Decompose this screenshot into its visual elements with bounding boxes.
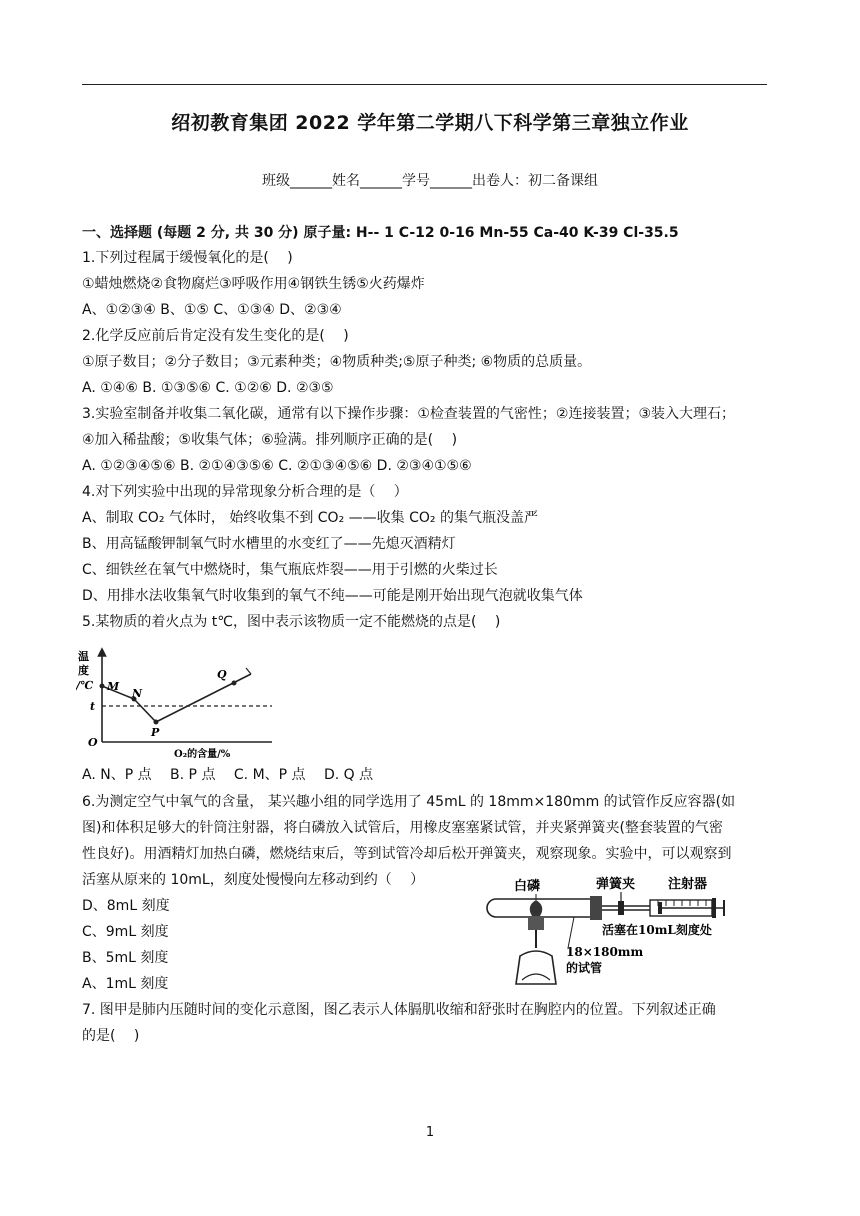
- q5-options: A. N、P 点 B. P 点 C. M、P 点 D. Q 点: [82, 767, 374, 783]
- q7-line2: 的是( ): [82, 1028, 140, 1044]
- point-m: [100, 684, 105, 689]
- q3-options: A. ①②③④⑤⑥ B. ②①④③⑤⑥ C. ②①③④⑤⑥ D. ②③④①⑤⑥: [82, 458, 472, 474]
- point-p: [154, 720, 159, 725]
- label-spring-clamp: 弹簧夹: [596, 877, 636, 892]
- lamp-liquid: [522, 974, 550, 980]
- label-piston: 活塞在10mL刻度处: [602, 923, 712, 937]
- page-title: 绍初教育集团 2022 学年第二学期八下科学第三章独立作业: [171, 112, 689, 134]
- label-n: N: [132, 687, 143, 700]
- curve-end-tick: [246, 668, 251, 674]
- q7-line1: 7. 图甲是肺内压随时间的变化示意图，图乙表示人体膈肌收缩和舒张时在胸腔内的位置。下列叙述正确: [82, 1002, 716, 1018]
- curve: [102, 674, 251, 722]
- student-info-line: 班级______姓名______学号______出卷人：初二备课组: [262, 173, 598, 189]
- q1-stem: 1.下列过程属于缓慢氧化的是( ): [82, 250, 293, 266]
- label-tube: 的试管: [566, 961, 603, 975]
- q5-figure: [76, 644, 276, 762]
- point-q: [232, 681, 237, 686]
- syringe-scale: [658, 900, 706, 906]
- y-unit: /℃: [76, 679, 94, 692]
- page-number: 1: [425, 1125, 435, 1140]
- q6-option-b: B、5mL 刻度: [82, 950, 169, 966]
- syringe-piston: [658, 902, 662, 914]
- y-label-2: 度: [78, 664, 89, 677]
- q6-option-d: D、8mL 刻度: [82, 898, 170, 914]
- tube-holder: [528, 916, 544, 930]
- leader-tube: [568, 917, 574, 948]
- white-phosphorus-flame: [530, 900, 543, 916]
- q2-options: A. ①④⑥ B. ①③⑤⑥ C. ①②⑥ D. ②③⑤: [82, 380, 334, 396]
- q6-option-c: C、9mL 刻度: [82, 924, 169, 940]
- plunger-end: [712, 898, 716, 918]
- origin-label: O: [88, 736, 98, 749]
- q2-items: ①原子数目；②分子数目；③元素种类；④物质种类;⑤原子种类; ⑥物质的总质量。: [82, 354, 592, 370]
- label-white-phosphorus: 白磷: [514, 879, 541, 894]
- q6-line2: 图)和体积足够大的针筒注射器，将白磷放入试管后，用橡皮塞塞紧试管，并夹紧弹簧夹(整套装置的气密: [82, 820, 723, 836]
- y-label-1: 温: [78, 650, 89, 663]
- label-syringe: 注射器: [668, 877, 708, 892]
- label-q: Q: [217, 668, 227, 681]
- q1-items: ①蜡烛燃烧②食物腐烂③呼吸作用④钢铁生锈⑤火药爆炸: [82, 276, 425, 292]
- header-rule: [82, 84, 767, 85]
- label-t: t: [90, 700, 96, 713]
- q6-apparatus-figure: [478, 876, 798, 988]
- q4-option-b: B、用高锰酸钾制氧气时水槽里的水变红了——先熄灭酒精灯: [82, 536, 456, 552]
- q4-option-c: C、细铁丝在氧气中燃烧时，集气瓶底炸裂——用于引燃的火柴过长: [82, 562, 498, 578]
- label-tube-size: 18×180mm: [566, 945, 644, 959]
- label-p: P: [151, 726, 160, 739]
- alcohol-lamp: [516, 951, 556, 984]
- q2-stem: 2.化学反应前后肯定没有发生变化的是( ): [82, 328, 349, 344]
- q6-line4: 活塞从原来的 10mL，刻度处慢慢向左移动到约（ ）: [82, 872, 425, 888]
- q6-line3: 性良好)。用酒精灯加热白磷，燃烧结束后，等到试管冷却后松开弹簧夹，观察现象。实验中，可以观察到: [82, 846, 732, 862]
- q3-stem-line2: ④加入稀盐酸；⑤收集气体；⑥验满。排列顺序正确的是( ): [82, 432, 458, 448]
- q4-option-d: D、用排水法收集氧气时收集到的氧气不纯——可能是刚开始出现气泡就收集气体: [82, 588, 583, 604]
- section-heading: 一、选择题 (每题 2 分, 共 30 分) 原子量: H-- 1 C-12 0-16 Mn-55 Ca-40 K-39 Cl-35.5: [82, 225, 679, 241]
- q5-stem: 5.某物质的着火点为 t℃，图中表示该物质一定不能燃烧的点是( ): [82, 614, 501, 630]
- rubber-stopper: [590, 896, 602, 920]
- q6-option-a: A、1mL 刻度: [82, 976, 169, 992]
- q3-stem-line1: 3.实验室制备并收集二氧化碳，通常有以下操作步骤：①检查装置的气密性；②连接装置；③装入大理石；: [82, 406, 736, 422]
- spring-clamp: [618, 901, 624, 915]
- q4-option-a: A、制取 CO₂ 气体时， 始终收集不到 CO₂ ——收集 CO₂ 的集气瓶没盖严: [82, 510, 538, 526]
- x-axis-label: O₂的含量/%: [174, 749, 231, 760]
- q6-line1: 6.为测定空气中氧气的含量， 某兴趣小组的同学选用了 45mL 的 18mm×180mm 的试管作反应容器(如: [82, 794, 736, 810]
- q1-options: A、①②③④ B、①⑤ C、①③④ D、②③④: [82, 302, 342, 318]
- q4-stem: 4.对下列实验中出现的异常现象分析合理的是（ ）: [82, 484, 408, 500]
- label-m: M: [107, 680, 120, 693]
